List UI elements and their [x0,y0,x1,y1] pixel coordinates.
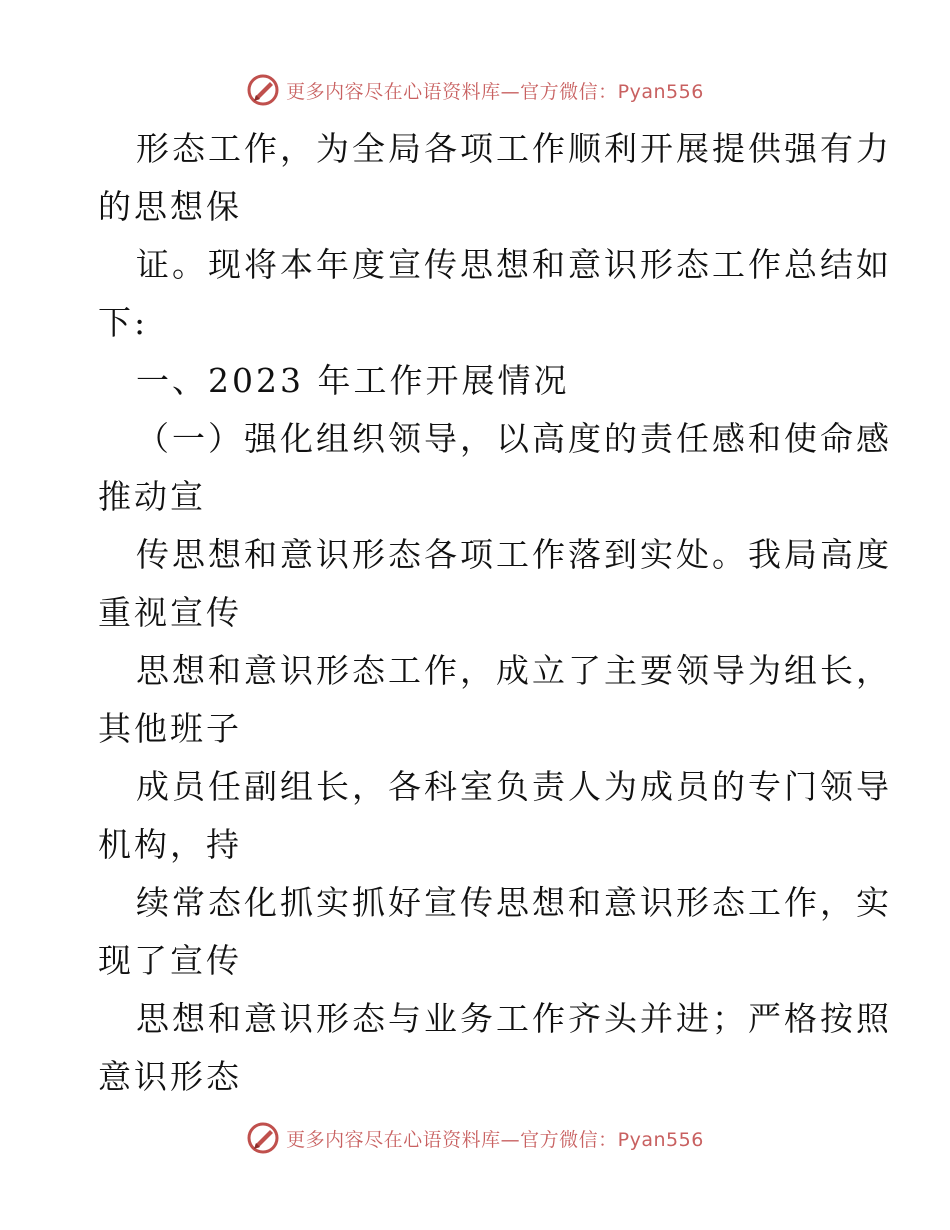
text-line: 思想和意识形态工作，成立了主要领导为组长， [136,651,892,690]
subsection-heading: （一）强化组织领导，以高度的责任感和使命感 [136,419,892,458]
text-line: 推动宣 [98,477,206,516]
text-line: 思想和意识形态与业务工作齐头并进；严格按照 [136,999,892,1038]
text-line: 重视宣传 [98,593,242,632]
text-line: 成员任副组长，各科室负责人为成员的专门领导 [136,767,892,806]
text-line: 下: [98,303,149,342]
section-heading: 一、2023 年工作开展情况 [136,361,570,400]
text-line: 现了宣传 [98,941,242,980]
logo-icon [246,1121,280,1155]
logo-icon [246,73,280,107]
text-line: 传思想和意识形态各项工作落到实处。我局高度 [136,535,892,574]
text-line: 的思想保 [98,187,242,226]
text-line: 意识形态 [98,1057,242,1096]
text-line: 证。现将本年度宣传思想和意识形态工作总结如 [136,245,892,284]
watermark-text: 更多内容尽在心语资料库—官方微信：Pyan556 [286,80,704,103]
text-line: 形态工作，为全局各项工作顺利开展提供强有力 [136,129,892,168]
header-watermark [0,70,950,110]
watermark-text: 更多内容尽在心语资料库—官方微信：Pyan556 [286,1128,704,1151]
text-line: 其他班子 [98,709,242,748]
text-line: 机构，持 [98,825,242,864]
footer-watermark [0,1118,950,1158]
document-body [98,120,892,1106]
text-line: 续常态化抓实抓好宣传思想和意识形态工作，实 [136,883,892,922]
